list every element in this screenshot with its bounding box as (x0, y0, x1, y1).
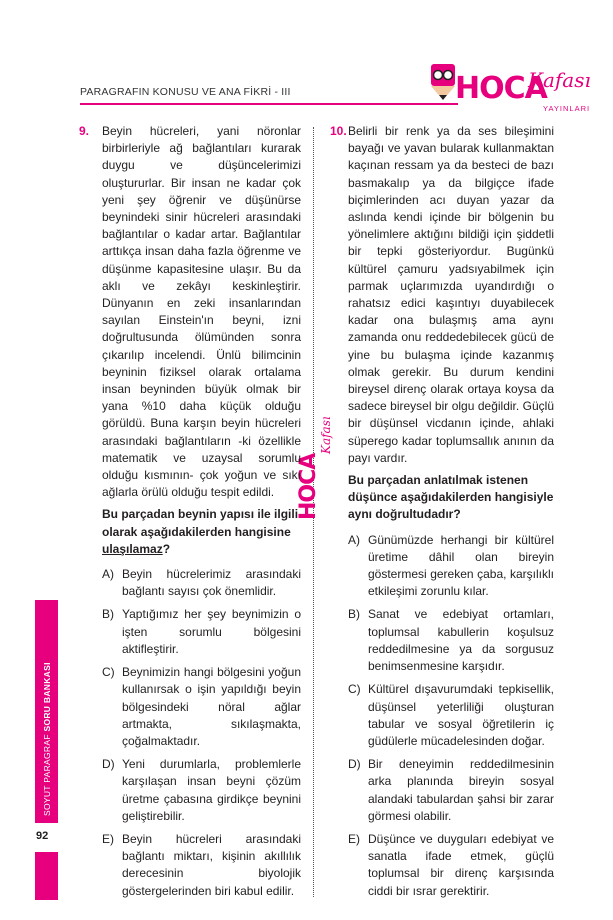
option-letter: A) (102, 567, 114, 582)
option-b[interactable] (348, 606, 554, 675)
option-a[interactable] (348, 532, 554, 601)
sidebar-label-light: SOYUT PARAGRAF (42, 731, 52, 816)
option-text: Sanat ve edebiyat ortamları, toplumsal kabullerin koşulsuz reddedilmesine ya da sorgusuz benimsenmesine karşıdır. (368, 607, 554, 674)
publisher-logo (425, 60, 591, 120)
option-letter: D) (102, 757, 115, 772)
option-letter: B) (348, 607, 360, 622)
option-letter: E) (348, 831, 360, 846)
option-letter: C) (348, 682, 361, 697)
option-text: Yeni durumlarla, problemlerle karşılaşan insan beyni çözüm üretme çabasına girdikçe beynini geliştirebilir. (122, 757, 301, 823)
question-number: 10. (330, 124, 347, 138)
watermark-wordmark: HOCA (296, 453, 321, 520)
option-letter: D) (348, 757, 361, 772)
option-c[interactable] (102, 664, 301, 750)
sidebar-bottom-block (35, 852, 58, 900)
option-text: Beyin hücreleri arasındaki bağlantı miktarı, kişinin akıllılık derecesinin biyolojik göstergelerinden biri kabul edilir. (122, 831, 301, 898)
option-letter: C) (102, 665, 115, 680)
option-letter: B) (102, 607, 114, 622)
stem-underlined-word: ulaşılamaz (102, 541, 163, 556)
question-9 (79, 123, 301, 900)
option-letter: E) (102, 831, 114, 846)
logo-script: Kafası (528, 68, 591, 92)
option-e[interactable] (348, 831, 554, 900)
option-b[interactable] (102, 606, 301, 658)
sidebar-label-bold: SORU BANKASI (42, 662, 52, 732)
watermark-script: Kafası (319, 416, 333, 454)
question-stem (102, 506, 301, 558)
option-text: Günümüzde herhangi bir kültürel üretime dâhil olan bireyin göstermesi gereken çaba, karşılıklı etkileşimi zorunlu kılar. (368, 532, 554, 599)
question-stem: Bu parçadan anlatılmak istenen düşünce aşağıdakilerden hangisiyle aynı doğrultudadır? (348, 473, 554, 522)
option-text: Kültürel dışavurumdaki tepkisellik, düşünsel yeterliliği oluşturan tabular ve sosyal öğretilerin iç güdülerle mücadelesinden doğar. (368, 682, 554, 748)
option-e[interactable] (102, 831, 301, 900)
option-a[interactable] (102, 566, 301, 600)
question-10 (330, 123, 554, 900)
question-number: 9. (79, 124, 90, 138)
option-text: Yaptığımız her şey beynimizin o işten sorumlu bölgesini aktifleştirir. (122, 607, 301, 656)
option-text: Bir deneyimin reddedilmesinin arka planında bireyin sosyal alandaki tabulardan şahsi bir zarar görmesi olabilir. (368, 757, 554, 823)
logo-subtitle: YAYINLARI (543, 104, 591, 113)
stem-end: ? (162, 541, 171, 556)
option-text: Beyin hücrelerimiz arasındaki bağlantı sayısı çok önemlidir. (122, 567, 301, 599)
running-header-title: PARAGRAFIN KONUSU VE ANA FİKRİ - III (80, 86, 291, 98)
logo-wordmark: HOCA (455, 71, 547, 106)
option-text: Beynimizin hangi bölgesini yoğun kullanırsak o işin yapıldığı beyin bölgesindeki nöral ağlar artmakta, sıkılaşmakta, çoğalmaktadır. (122, 665, 301, 748)
option-c[interactable] (348, 681, 554, 750)
header-rule (80, 103, 458, 105)
sidebar-tab (35, 600, 58, 823)
sidebar-label (42, 662, 52, 816)
option-letter: A) (348, 532, 360, 547)
question-paragraph: Beyin hücreleri, yani nöronlar birbirleriyle ağ bağlantıları kurarak duygu ve düşüncelerimizi oluştururlar. Bir insan ne kadar çok yeni şey öğrenir ve düşünürse beynindeki sinir hücreleri arasındaki bağlantılar o kadar artar. Bağlantılar arttıkça insan daha fazla öğrenme ve düşünme kapasitesine ulaşır. Bu da aklı ve zekâyı keskinleştirir. Dünyanın en zeki insanlarından sayılan Einstein'ın beyni, izni doğrultusunda ölümünden sonra çıkarılıp incelendi. Ünlü bilimcinin beyninin fiziksel olarak ortalama insan beyninden büyük olmak bir yana %10 daha küçük olduğu görüldü. Buna karşın beyin hücreleri arasındaki bağlantıların -ki özellikle matematik ve uzaysal sorumlu olduğu kısmının- çok yoğun ve sıkı ağlarla örülü olduğu tespit edildi. (102, 124, 301, 500)
stem-text: Bu parçadan beynin yapısı ile ilgili olarak aşağıdakilerden hangisine (102, 507, 299, 539)
option-d[interactable] (348, 756, 554, 825)
option-d[interactable] (102, 756, 301, 825)
option-text: Düşünce ve duyguları edebiyat ve sanatla ifade etmek, güçlü toplumsal bir direnç karşısında ciddi bir ısrar gerektirir. (368, 831, 554, 898)
page-number: 92 (36, 830, 49, 842)
question-paragraph: Belirli bir renk ya da ses bileşimini bayağı ve yavan bularak kullanmaktan kaçınan ressam ya da besteci de bazı basmakalıp ya da bilgiçce ifade biçimlerinden acı duyan yazar da aslında kendi içinde bir bölgenin bu yönelimlere aktığını bildiği için şiddetli bir tepki gösteriyordur. Bugünkü kültürel çamuru yadsıyabilmek için parmak uçlarımızda uyandırdığı o rahatsız edici kaşıntıyı duyabilecek kadar ona bulaşmış ama aynı zamanda onu reddedebilecek gücü de yine bu bulaşma içinde kazanmış olmak gerekir. Bu durum kendini bireysel direnç olarak ortaya koysa da sadece bireysel bir olgu değildir. Güçlü bir düşünsel vicdanın içinde, ahlaki süperego kadar toplumsallık anının da payı vardır. (348, 124, 554, 465)
